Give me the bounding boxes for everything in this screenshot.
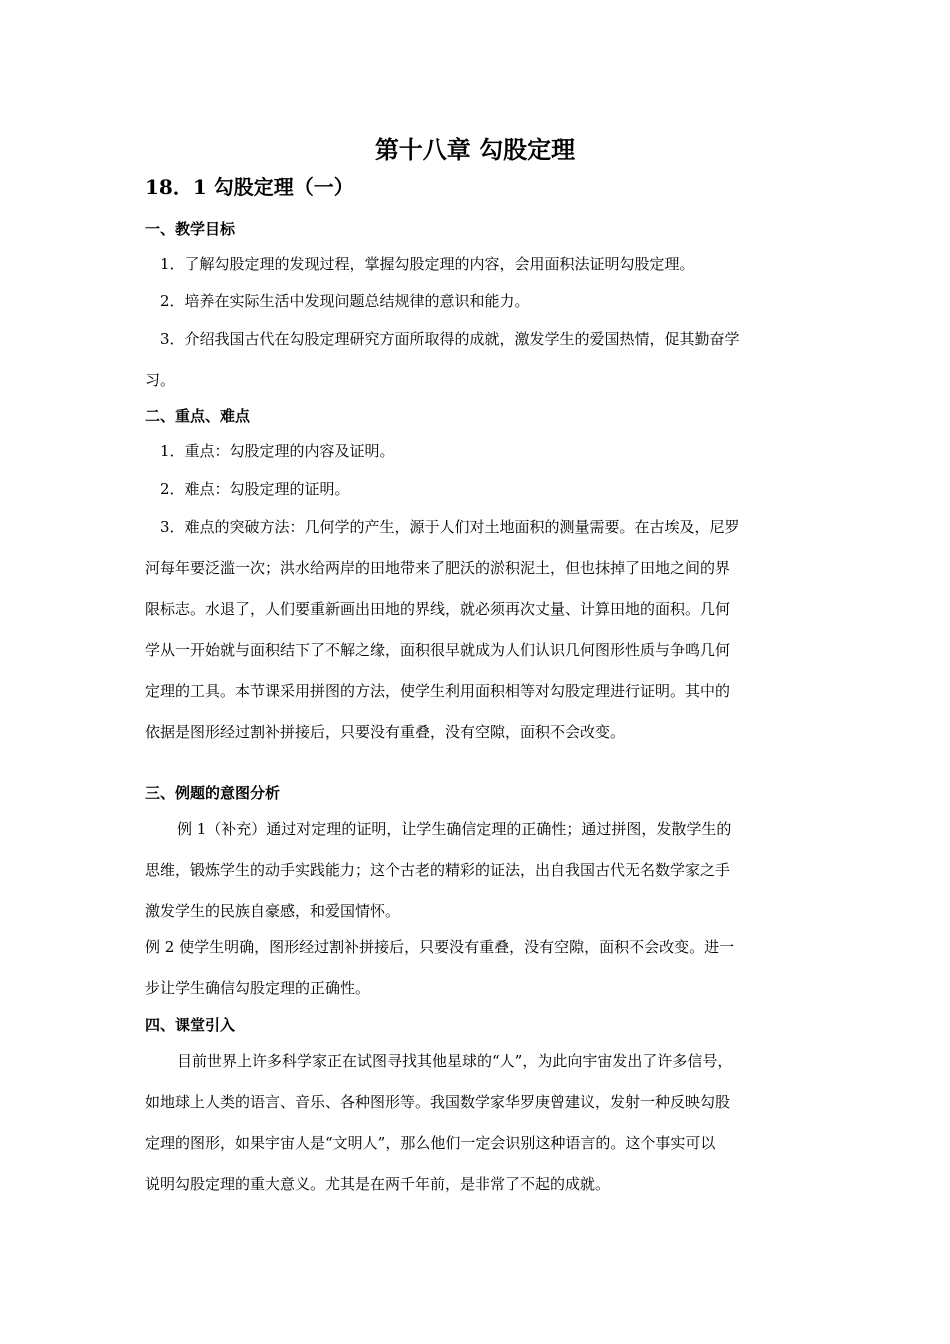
paragraph-line: 目前世界上许多科学家正在试图寻找其他星球的“人”，为此向宇宙发出了许多信号， [177, 1052, 733, 1070]
paragraph-line: 河每年要泛滥一次；洪水给两岸的田地带来了肥沃的淤积泥土，但也抹掉了田地之间的界 [145, 559, 731, 577]
paragraph-line: 定理的工具。本节课采用拼图的方法，使学生利用面积相等对勾股定理进行证明。其中的 [145, 682, 731, 700]
paragraph-line: 3．难点的突破方法：几何学的产生，源于人们对土地面积的测量需要。在古埃及，尼罗 [160, 518, 740, 536]
paragraph-line: 2．培养在实际生活中发现问题总结规律的意识和能力。 [160, 292, 530, 310]
paragraph-line: 依据是图形经过割补拼接后，只要没有重叠，没有空隙，面积不会改变。 [145, 723, 626, 741]
heading-class-intro: 四、课堂引入 [145, 1016, 236, 1034]
paragraph-line: 如地球上人类的语言、音乐、各种图形等。我国数学家华罗庚曾建议，发射一种反映勾股 [145, 1093, 731, 1111]
paragraph-line: 例 2 使学生明确，图形经过割补拼接后，只要没有重叠，没有空隙，面积不会改变。进一 [145, 938, 735, 956]
heading-teaching-goals: 一、教学目标 [145, 220, 236, 238]
paragraph-line: 1．重点：勾股定理的内容及证明。 [160, 442, 395, 460]
section-subtitle: 18．1 勾股定理（一） [145, 175, 354, 199]
paragraph-line: 例 1（补充）通过对定理的证明，让学生确信定理的正确性；通过拼图，发散学生的 [177, 820, 732, 838]
paragraph-line: 激发学生的民族自豪感，和爱国情怀。 [145, 902, 401, 920]
paragraph-line: 定理的图形，如果宇宙人是“文明人”，那么他们一定会识别这种语言的。这个事实可以 [145, 1134, 716, 1152]
paragraph-line: 步让学生确信勾股定理的正确性。 [145, 979, 371, 997]
paragraph-line: 2．难点：勾股定理的证明。 [160, 480, 350, 498]
paragraph-line: 限标志。水退了，人们要重新画出田地的界线，就必须再次丈量、计算田地的面积。几何 [145, 600, 731, 618]
paragraph-line: 思维，锻炼学生的动手实践能力；这个古老的精彩的证法，出自我国古代无名数学家之手 [145, 861, 731, 879]
paragraph-line: 3．介绍我国古代在勾股定理研究方面所取得的成就，激发学生的爱国热情，促其勤奋学 [160, 330, 740, 348]
paragraph-line: 说明勾股定理的重大意义。尤其是在两千年前，是非常了不起的成就。 [145, 1175, 611, 1193]
paragraph-line: 习。 [145, 371, 176, 389]
heading-key-points: 二、重点、难点 [145, 407, 251, 425]
paragraph-line: 1．了解勾股定理的发现过程，掌握勾股定理的内容，会用面积法证明勾股定理。 [160, 255, 695, 273]
heading-example-analysis: 三、例题的意图分析 [145, 784, 281, 802]
paragraph-line: 学从一开始就与面积结下了不解之缘，面积很早就成为人们认识几何图形性质与争鸣几何 [145, 641, 731, 659]
chapter-title: 第十八章 勾股定理 [374, 135, 576, 164]
